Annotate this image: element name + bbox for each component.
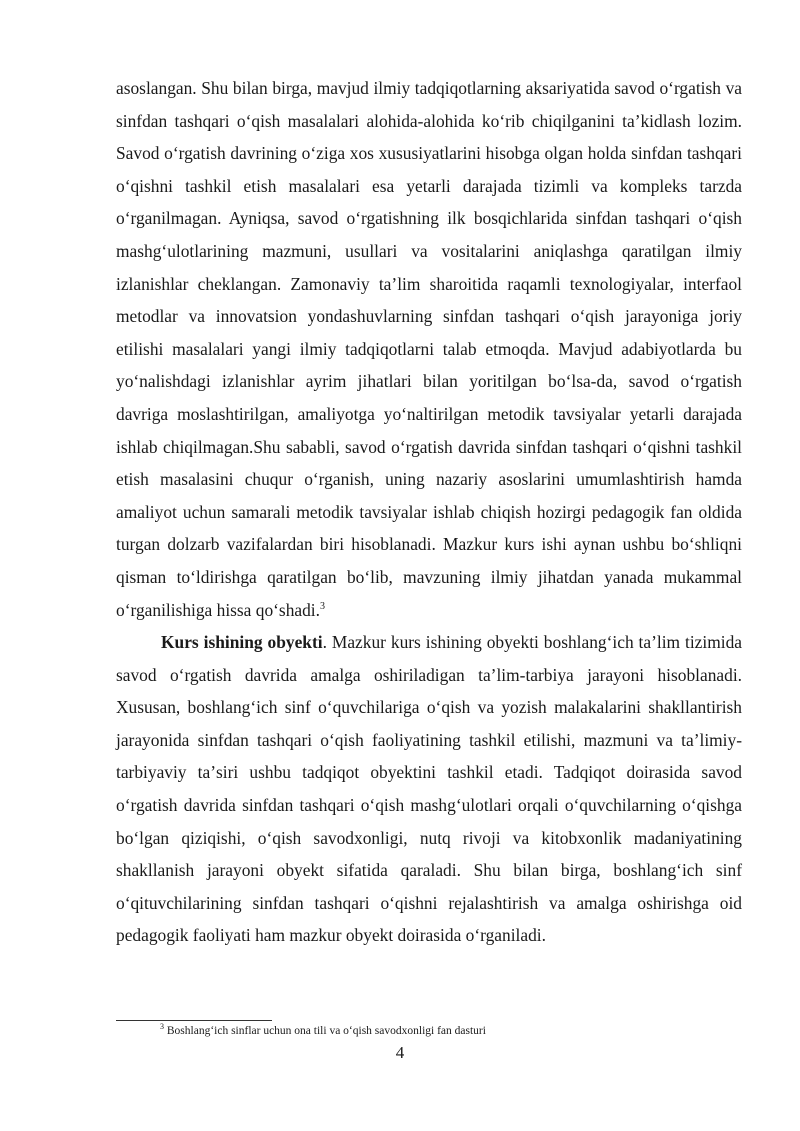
- footnote-reference: 3: [320, 600, 325, 612]
- paragraph-1-text: asoslangan. Shu bilan birga, mavjud ilmiy tadqiqotlarning aksariyatida savod oʻrgatish va sinfdan tashqari oʻqish masalalari alohida-alohida koʻrib chiqilganini taʼkidlash lozim. Savod oʻrgatish davrining oʻziga xos xususiyatlarini hisobga olgan holda sinfdan tashqari oʻqishni tashkil etish masalalari esa yetarli darajada tizimli va kompleks tarzda oʻrganilmagan. Ayniqsa, savod oʻrgatishning ilk bosqichlarida sinfdan tashqari oʻqish mashgʻulotlarining mazmuni, usullari va vositalarini aniqlashga qaratilgan ilmiy izlanishlar cheklangan. Zamonaviy taʼlim sharoitida raqamli texnologiyalar, interfaol metodlar va innovatsion yondashuvlarning sinfdan tashqari oʻqish jarayoniga joriy etilishi masalalari yangi ilmiy tadqiqotlarni talab etmoqda. Mavjud adabiyotlarda bu yoʻnalishdagi izlanishlar ayrim jihatlari bilan yoritilgan boʻlsa-da, savod oʻrgatish davriga moslashtirilgan, amaliyotga yoʻnaltirilgan metodik tavsiyalar yetarli darajada ishlab chiqilmagan.Shu sababli, savod oʻrgatish davrida sinfdan tashqari oʻqishni tashkil etish masalasini chuqur oʻrganish, uning nazariy asoslarini umumlashtirish hamda amaliyot uchun samarali metodik tavsiyalar ishlab chiqish hozirgi pedagogik fan oldida turgan dolzarb vazifalardan biri hisoblanadi. Mazkur kurs ishi aynan ushbu boʻshliqni qisman toʻldirishga qaratilgan boʻlib, mavzuning ilmiy jihatdan yanada mukammal oʻrganilishiga hissa qoʻshadi.: [116, 78, 742, 620]
- body-paragraph-2: [116, 626, 742, 952]
- document-page: [116, 72, 742, 952]
- footnote-divider: [116, 1020, 272, 1021]
- footnote-text: Boshlangʻich sinflar uchun ona tili va oʻqish savodxonligi fan dasturi: [166, 1025, 486, 1037]
- section-heading-object: Kurs ishining obyekti: [161, 632, 323, 653]
- page-number: 4: [395, 1043, 405, 1062]
- body-paragraph-1: [116, 72, 742, 626]
- footnote-number: 3: [160, 1022, 164, 1032]
- paragraph-2-text: . Mazkur kurs ishining obyekti boshlangʻich taʼlim tizimida savod oʻrgatish davrida amalga oshiriladigan taʼlim-tarbiya jarayoni hisoblanadi. Xususan, boshlangʻich sinf oʻquvchilariga oʻqish va yozish malakalarini shakllantirish jarayonida sinfdan tashqari oʻqish faoliyatining tashkil etilishi, mazmuni va taʼlimiy-tarbiyaviy taʼsiri ushbu tadqiqot obyektini tashkil etadi. Tadqiqot doirasida savod oʻrgatish davrida sinfdan tashqari oʻqish mashgʻulotlari orqali oʻquvchilarning oʻqishga boʻlgan qiziqishi, oʻqish savodxonligi, nutq rivoji va kitobxonlik madaniyatining shakllanish jarayoni obyekt sifatida qaraladi. Shu bilan birga, boshlangʻich sinf oʻqituvchilarining sinfdan tashqari oʻqishni rejalashtirish va amalga oshirishga oid pedagogik faoliyati ham mazkur obyekt doirasida oʻrganiladi.: [116, 632, 742, 946]
- footnote: [160, 1024, 486, 1038]
